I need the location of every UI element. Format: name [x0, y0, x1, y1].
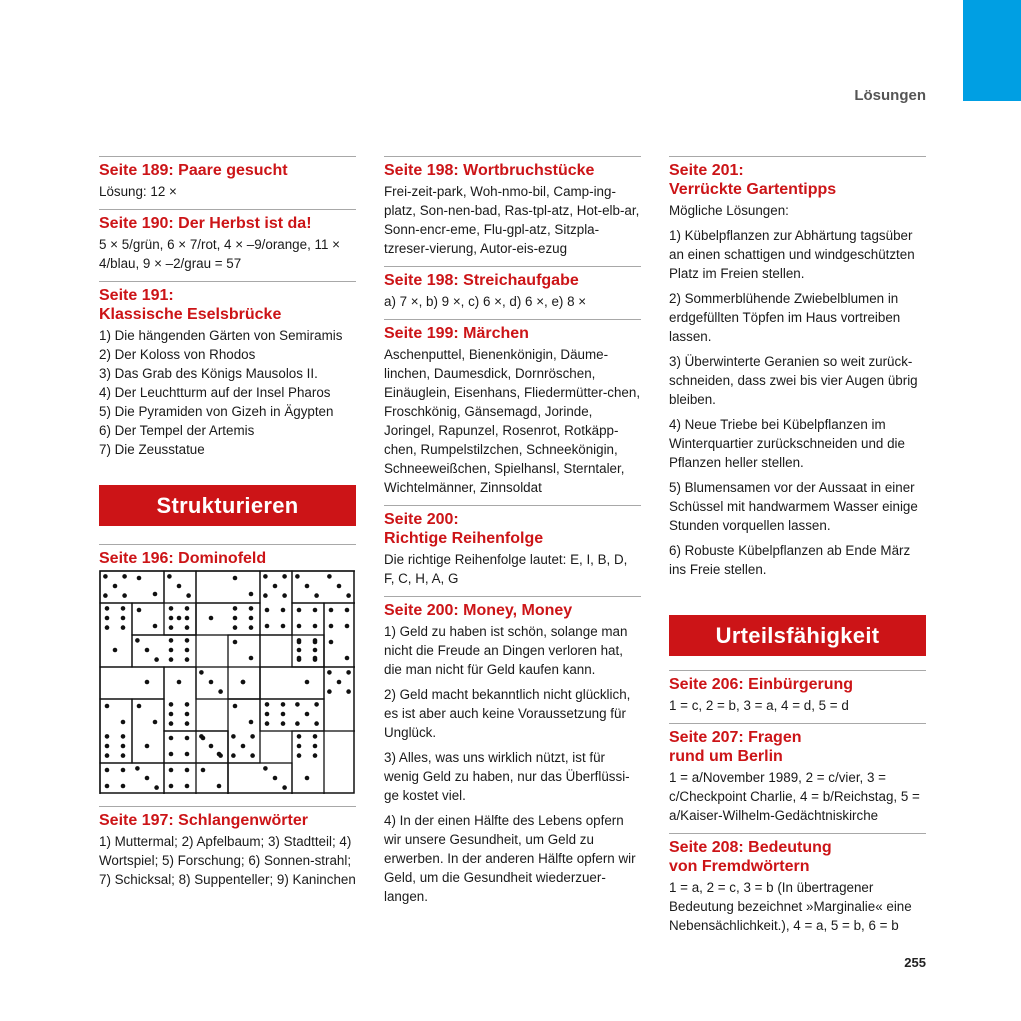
domino-pip: [153, 592, 158, 597]
domino-pip: [313, 648, 318, 653]
paragraph: 2) Geld macht bekanntlich nicht glücklich, es ist aber auch keine Voraussetzung für Unglück.: [384, 687, 631, 740]
section-body: 1 = c, 2 = b, 3 = a, 4 = d, 5 = d: [669, 698, 849, 713]
domino-pip: [273, 584, 278, 589]
domino-pip: [329, 640, 334, 645]
domino-pip: [231, 734, 236, 739]
domino-pip: [265, 624, 270, 629]
section-title: [384, 510, 641, 548]
domino-pip: [145, 648, 150, 653]
section-body: 1 = a/November 1989, 2 = c/vier, 3 = c/Checkpoint Charlie, 4 = b/Reichstag, 5 = a/Kaiser-Wilhelm-Gedächtniskirche: [669, 770, 920, 823]
domino-pip: [305, 680, 310, 685]
domino-pip: [185, 784, 190, 789]
domino-pip: [169, 702, 174, 707]
domino-pip: [346, 689, 351, 694]
domino-pip: [313, 656, 318, 661]
domino-pip: [121, 734, 126, 739]
domino-pip: [121, 753, 126, 758]
domino-pip: [186, 593, 191, 598]
domino-pip: [121, 768, 126, 773]
domino-pip: [329, 624, 334, 629]
section-s201: [669, 156, 926, 579]
domino-pip: [105, 784, 110, 789]
solution-list: [99, 326, 356, 459]
section-s198b: [384, 266, 641, 311]
section-body: 5 × 5/grün, 6 × 7/rot, 4 × –9/orange, 11 × 4/blau, 9 × –2/grau = 57: [99, 237, 340, 271]
domino-pip: [154, 785, 159, 790]
domino-pip: [185, 721, 190, 726]
title-line: Richtige Reihenfolge: [384, 530, 544, 547]
paragraph: 5) Blumensamen vor der Aussaat in einer Schüssel mit handwarmem Wasser einige Stunden vorquellen lassen.: [669, 480, 918, 533]
domino-pip: [265, 712, 270, 717]
domino-pip: [185, 606, 190, 611]
domino-pip: [185, 638, 190, 643]
domino-pip: [209, 680, 214, 685]
title-line: Seite 191:: [99, 287, 174, 304]
title-line: Klassische Eselsbrücke: [99, 306, 282, 323]
section-title: [669, 161, 926, 199]
section-body: 1) Muttermal; 2) Apfelbaum; 3) Stadtteil; 4) Wortspiel; 5) Forschung; 6) Sonnen-strahl; 7) Schicksal; 8) Suppenteller; 9) Kaninchen: [99, 834, 356, 887]
domino-pip: [169, 616, 174, 621]
column-2: [384, 156, 641, 914]
domino-pip: [169, 625, 174, 630]
domino-pip: [265, 702, 270, 707]
domino-pip: [169, 657, 174, 662]
domino-pip: [167, 574, 172, 579]
domino-pip: [169, 784, 174, 789]
title-line: rund um Berlin: [669, 748, 783, 765]
section-s200a: [384, 505, 641, 588]
domino-pip: [233, 704, 238, 709]
domino-pip: [169, 606, 174, 611]
domino-pip: [185, 648, 190, 653]
domino-pip: [297, 753, 302, 758]
domino-pip: [185, 657, 190, 662]
domino-pip: [169, 721, 174, 726]
chapter-tab: [963, 0, 1021, 101]
domino-pip: [337, 584, 342, 589]
domino-pip: [314, 593, 319, 598]
domino-pip: [103, 574, 108, 579]
title-line: Seite 208: Bedeutung: [669, 839, 832, 856]
domino-pip: [282, 593, 287, 598]
domino-pip: [135, 638, 140, 643]
domino-pip: [249, 592, 254, 597]
domino-grid: [99, 570, 355, 794]
section-s198a: [384, 156, 641, 258]
domino-pip: [233, 576, 238, 581]
domino-pip: [233, 625, 238, 630]
domino-pip: [281, 721, 286, 726]
paragraph: 2) Sommerblühende Zwiebelblumen in erdgefüllten Töpfen im Haus vortreiben lassen.: [669, 291, 901, 344]
domino-pip: [313, 753, 318, 758]
domino-pip: [313, 608, 318, 613]
paragraph: 1) Geld zu haben ist schön, solange man nicht die Freude an Dingen verloren hat, die man nicht für Geld kaufen kann.: [384, 624, 628, 677]
category-banner-strukturieren: Strukturieren: [99, 485, 356, 526]
section-title: Seite 189: Paare gesucht: [99, 162, 288, 179]
domino-pip: [153, 624, 158, 629]
section-s196: [99, 544, 356, 794]
paragraph: 3) Überwinterte Geranien so weit zurück-schneiden, dass zwei bis vier Augen übrig bleiben.: [669, 354, 918, 407]
domino-pip: [199, 734, 204, 739]
section-body: 1 = a, 2 = c, 3 = b (In übertragener Bedeutung bezeichnet »Marginalie« eine Nebensächlichkeit.), 4 = a, 5 = b, 6 = b: [669, 880, 912, 933]
paragraph: 4) In der einen Hälfte des Lebens opfern wir unsere Gesundheit, um Geld zu erwerben. In der anderen Hälfte opfern wir Geld, um die Gesundheit wiederzuer-langen.: [384, 813, 636, 904]
domino-pip: [185, 616, 190, 621]
column-1: [99, 156, 356, 897]
domino-pip: [249, 606, 254, 611]
domino-pip: [122, 574, 127, 579]
domino-pip: [177, 680, 182, 685]
domino-pip: [105, 625, 110, 630]
domino-pip: [345, 656, 350, 661]
domino-pip: [345, 608, 350, 613]
domino-pip: [121, 744, 126, 749]
title-line: von Fremdwörtern: [669, 858, 810, 875]
domino-pip: [105, 616, 110, 621]
domino-pip: [185, 625, 190, 630]
domino-pip: [169, 752, 174, 757]
domino-pip: [169, 638, 174, 643]
domino-pip: [249, 625, 254, 630]
domino-pip: [281, 702, 286, 707]
section-title: Seite 206: Einbürgerung: [669, 676, 854, 693]
domino-pip: [169, 712, 174, 717]
domino-pip: [314, 721, 319, 726]
domino-pip: [185, 712, 190, 717]
paragraph: 1) Kübelpflanzen zur Abhärtung tagsüber an einen schattigen und windgeschützten Platz im Freien stellen.: [669, 228, 915, 281]
domino-pip: [105, 744, 110, 749]
domino-pip: [233, 616, 238, 621]
section-title: Seite 198: Streichaufgabe: [384, 272, 579, 289]
domino-pip: [297, 648, 302, 653]
section-title: Seite 200: Money, Money: [384, 602, 573, 619]
title-line: Seite 201:: [669, 162, 744, 179]
domino-pip: [297, 656, 302, 661]
list-item: 5) Die Pyramiden von Gizeh in Ägypten: [99, 404, 334, 419]
section-s200b: [384, 596, 641, 906]
domino-pip: [103, 593, 108, 598]
section-body: Frei-zeit-park, Woh-nmo-bil, Camp-ing-platz, Son-nen-bad, Ras-tpl-atz, Hot-elb-ar, Sonn-encr-eme, Flu-gpl-atz, Sitzpla-tzreser-vierung, Autor-eis-ezug: [384, 184, 640, 256]
domino-pip: [185, 768, 190, 773]
domino-pip: [346, 670, 351, 675]
domino-pip: [145, 744, 150, 749]
domino-pip: [305, 584, 310, 589]
domino-pip: [233, 606, 238, 611]
domino-pip: [281, 712, 286, 717]
section-s189: [99, 156, 356, 201]
domino-pip: [345, 624, 350, 629]
section-s197: [99, 806, 356, 889]
domino-pip: [209, 616, 214, 621]
domino-pip: [105, 768, 110, 773]
domino-pip: [169, 736, 174, 741]
domino-pip: [241, 744, 246, 749]
domino-pip: [105, 606, 110, 611]
domino-pip: [231, 753, 236, 758]
domino-pip: [209, 744, 214, 749]
paragraph: 6) Robuste Kübelpflanzen ab Ende März ins Freie stellen.: [669, 543, 911, 577]
domino-pip: [185, 702, 190, 707]
domino-pip: [281, 608, 286, 613]
paragraph: 3) Alles, was uns wirklich nützt, ist für wenig Geld zu haben, nur das Überflüssi-ge kostet viel.: [384, 750, 630, 803]
domino-pip: [137, 704, 142, 709]
section-s199: [384, 319, 641, 497]
domino-pip: [121, 616, 126, 621]
section-title: Seite 199: Märchen: [384, 325, 529, 342]
domino-pip: [201, 768, 206, 773]
section-body: Die richtige Reihenfolge lautet: E, I, B, D, F, C, H, A, G: [384, 552, 628, 586]
domino-pip: [218, 689, 223, 694]
domino-pip: [263, 593, 268, 598]
domino-pip: [137, 608, 142, 613]
domino-pip: [263, 766, 268, 771]
domino-pip: [137, 576, 142, 581]
domino-pip: [282, 574, 287, 579]
title-line: Verrückte Gartentipps: [669, 181, 837, 198]
domino-pip: [297, 734, 302, 739]
list-item: 6) Der Tempel der Artemis: [99, 423, 255, 438]
domino-pip: [177, 584, 182, 589]
domino-pip: [346, 593, 351, 598]
domino-pip: [185, 752, 190, 757]
domino-pip: [327, 574, 332, 579]
section-body: a) 7 ×, b) 9 ×, c) 6 ×, d) 6 ×, e) 8 ×: [384, 294, 587, 309]
domino-pip: [233, 640, 238, 645]
section-s206: [669, 670, 926, 715]
domino-pip: [121, 720, 126, 725]
domino-pip: [273, 776, 278, 781]
domino-pip: [121, 606, 126, 611]
paragraph: 4) Neue Triebe bei Kübelpflanzen im Winterquartier zurückschneiden und die Pflanzen heller stellen.: [669, 417, 905, 470]
section-title: [99, 286, 356, 324]
section-s191: [99, 281, 356, 459]
domino-pip: [145, 680, 150, 685]
list-item: 2) Der Koloss von Rhodos: [99, 347, 256, 362]
domino-pip: [329, 608, 334, 613]
column-3: [669, 156, 926, 943]
list-item: 1) Die hängenden Gärten von Semiramis: [99, 328, 343, 343]
domino-pip: [297, 624, 302, 629]
category-banner-urteilsfaehigkeit: Urteilsfähigkeit: [669, 615, 926, 656]
section-s190: [99, 209, 356, 273]
domino-pip: [153, 720, 158, 725]
domino-pip: [314, 702, 319, 707]
domino-pip: [121, 784, 126, 789]
domino-pip: [113, 648, 118, 653]
list-item: 4) Der Leuchtturm auf der Insel Pharos: [99, 385, 331, 400]
running-header: Lösungen: [854, 87, 926, 104]
page-number: 255: [904, 955, 926, 970]
domino-pip: [249, 656, 254, 661]
domino-pip: [295, 574, 300, 579]
domino-pip: [282, 785, 287, 790]
domino-pip: [249, 720, 254, 725]
section-title: Seite 190: Der Herbst ist da!: [99, 215, 312, 232]
section-body: Aschenputtel, Bienenkönigin, Däume-linchen, Daumesdick, Dornröschen, Einäuglein, Eisenhans, Fliedermütter-chen, Froschkönig, Gänsemagd, Jorinde, Joringel, Rapunzel, Rosenrot, Rotkäpp-chen, Rumpelstilzchen, Schneekönigin, Schneeweißchen, Spielhansl, Sterntaler, Wichtelmänner, Zinnsoldat: [384, 347, 641, 495]
domino-pip: [135, 766, 140, 771]
domino-pip: [185, 736, 190, 741]
domino-pip: [297, 608, 302, 613]
domino-pip: [313, 640, 318, 645]
domino-pip: [217, 784, 222, 789]
domino-pip: [169, 648, 174, 653]
domino-pip: [199, 670, 204, 675]
domino-pip: [313, 744, 318, 749]
domino-pip: [263, 574, 268, 579]
domino-pip: [177, 616, 182, 621]
domino-pip: [145, 776, 150, 781]
domino-pip: [281, 624, 286, 629]
domino-pip: [121, 625, 126, 630]
domino-pip: [122, 593, 127, 598]
domino-pip: [105, 734, 110, 739]
domino-pip: [295, 702, 300, 707]
domino-pip: [305, 776, 310, 781]
domino-pip: [241, 680, 246, 685]
domino-pip: [105, 704, 110, 709]
section-title: [669, 838, 926, 876]
domino-pip: [250, 734, 255, 739]
domino-pip: [313, 624, 318, 629]
domino-pip: [327, 689, 332, 694]
domino-pip: [113, 584, 118, 589]
domino-pip: [337, 680, 342, 685]
domino-pip: [249, 616, 254, 621]
domino-pip: [297, 744, 302, 749]
domino-pip: [250, 753, 255, 758]
domino-pip: [295, 721, 300, 726]
list-item: 3) Das Grab des Königs Mausolos II.: [99, 366, 318, 381]
list-item: 7) Die Zeusstatue: [99, 442, 205, 457]
domino-pip: [105, 753, 110, 758]
domino-pip: [265, 608, 270, 613]
domino-pip: [169, 768, 174, 773]
section-intro: Mögliche Lösungen:: [669, 203, 789, 218]
section-s208: [669, 833, 926, 935]
domino-pip: [327, 670, 332, 675]
section-title: Seite 198: Wortbruchstücke: [384, 162, 595, 179]
section-title: Seite 196: Dominofeld: [99, 550, 267, 567]
section-title: Seite 197: Schlangenwörter: [99, 812, 308, 829]
domino-pip: [154, 657, 159, 662]
domino-pip: [218, 753, 223, 758]
title-line: Seite 207: Fragen: [669, 729, 802, 746]
title-line: Seite 200:: [384, 511, 459, 528]
domino-pip: [305, 712, 310, 717]
section-body: Lösung: 12 ×: [99, 184, 177, 199]
domino-pip: [265, 721, 270, 726]
section-s207: [669, 723, 926, 825]
domino-pip: [297, 640, 302, 645]
domino-pip: [313, 734, 318, 739]
section-title: [669, 728, 926, 766]
